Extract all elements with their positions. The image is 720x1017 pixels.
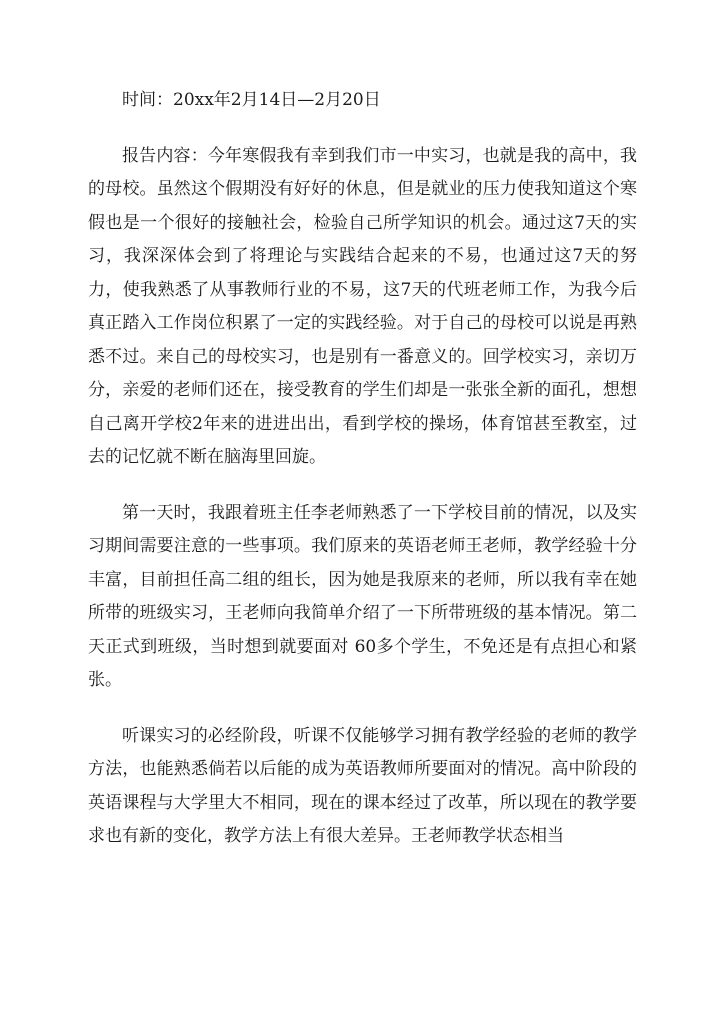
report-paragraph-lecture-observation: 听课实习的必经阶段，听课不仅能够学习拥有教学经验的老师的教学方法，也能熟悉倘若以后能的成为英语教师所要面对的情况。高中阶段的英语课程与大学里大不相同，现在的课本经过了改革，所以现在的教学要求也有新的变化，教学方法上有很大差异。王老师教学状态相当: [88, 725, 637, 846]
document-page: [88, 84, 637, 854]
report-paragraph-intro: 报告内容：今年寒假我有幸到我们市一中实习，也就是我的高中，我的母校。虽然这个假期没有好好的休息，但是就业的压力使我知道这个寒假也是一个很好的接触社会，检验自己所学知识的机会。通过这7天的实习，我深深体会到了将理论与实践结合起来的不易，也通过这7天的努力，使我熟悉了从事教师行业的不易，这7天的代班老师工作，为我今后真正踏入工作岗位积累了一定的实践经验。对于自己的母校可以说是再熟悉不过。来自己的母校实习，也是别有一番意义的。回学校实习，亲切万分，亲爱的老师们还在，接受教育的学生们却是一张张全新的面孔，想想自己离开学校2年来的进进出出，看到学校的操场，体育馆甚至教室，过去的记忆就不断在脑海里回旋。: [88, 145, 637, 467]
report-paragraph-first-day: 第一天时，我跟着班主任李老师熟悉了一下学校目前的情况，以及实习期间需要注意的一些事项。我们原来的英语老师王老师，教学经验十分丰富，目前担任高二组的组长，因为她是我原来的老师，所以我有幸在她所带的班级实习，王老师向我简单介绍了一下所带班级的基本情况。第二天正式到班级，当时想到就要面对 60多个学生，不免还是有点担心和紧张。: [88, 502, 637, 690]
date-line: 时间：20xx年2月14日—2月20日: [122, 90, 381, 110]
